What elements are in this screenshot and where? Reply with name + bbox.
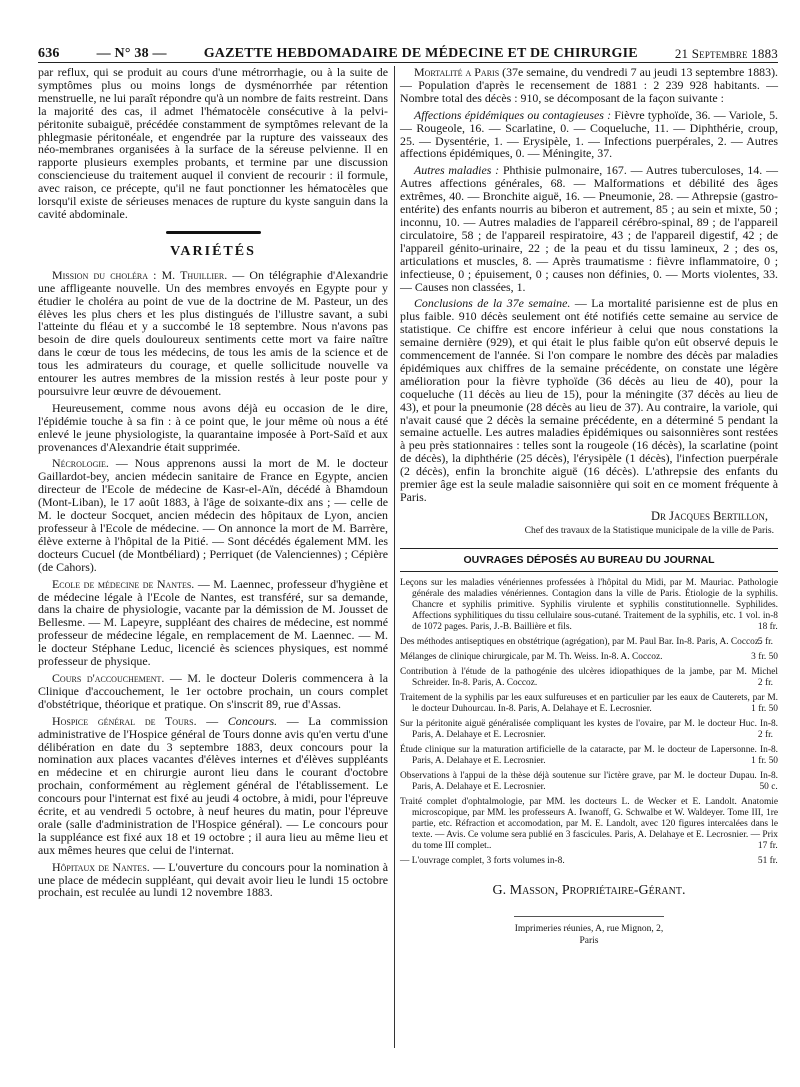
nantes-text: — M. Laennec, professeur d'hygiène et de médecine légale à l'Ecole de Nantes, est transféré, sur sa demande, dans la chaire de physiologie, vacante par la démission de M. Jousset de Bellesme. — M. Lapeyre, suppléant des chaires de médecine, est nommé professeur de médecine légale, en remplacement de M. Laennec. — M. le docteur Stéphane Leduc, licencié ès sciences physiques, est nommé professeur de physique. xyxy=(38,576,388,669)
signature: Dr Jacques Bertillon, xyxy=(650,508,768,523)
conclusions-head: Conclusions de la 37e semaine. xyxy=(414,296,571,311)
book-price: 3 fr. 50 xyxy=(751,651,778,662)
necro-head: Nécrologie. xyxy=(52,456,109,471)
tours-head: Hospice général de Tours. xyxy=(52,713,197,728)
book-price: 1 fr. 50 xyxy=(751,703,778,714)
imprimeries-line: Imprimeries réunies, A, rue Mignon, 2, Paris xyxy=(514,916,664,949)
book-text: Sur la péritonite aiguë généralisée compliquant les kystes de l'ovaire, par M. le docteur Huc. In-8. Paris, A. Delahaye et E. Lecrosnier. xyxy=(400,718,778,740)
issue-date: 21 Septembre 1883 xyxy=(674,46,778,61)
ouvrages-heading: OUVRAGES DÉPOSÉS AU BUREAU DU JOURNAL xyxy=(400,548,778,572)
book-price: 18 fr. xyxy=(757,621,778,632)
mission-paragraph-2: Heureusement, comme nous avons déjà eu occasion de le dire, l'épidémie touche à sa fin : à ce point que, le jour même où nous a été enlevé le jeune physiologiste, la quarantaine imposée à Port-Saïd et aux provenances d'Alexandrie était supprimée. xyxy=(38,400,388,454)
book-entry xyxy=(400,797,778,852)
section-divider xyxy=(166,231,261,234)
book-price: 2 fr. xyxy=(757,677,774,688)
mortalite-paragraph xyxy=(400,66,778,105)
necro-text: — Nous apprenons aussi la mort de M. le docteur Gaillardot-bey, ancien médecin sanitaire de France en Egypte, ancien directeur de l'Ecole de médecine de Kasr-el-Aïn, décédé à Bhamdoun (Mont-Liban), le 17 août 1883, à l'âge de soixante-dix ans ; — celle de M. le docteur Socquet, ancien médecin des hôpitaux de Lyon, ancien professeur à l'Ecole de médecine. — On annonce la mort de M. Barrère, élève externe à l'hôpital de la Pitié. — Sont décédés également MM. les docteurs Cucuel (de Montbéliard) ; Perriquet (de Valenciennes) ; Cépière (de Cahors). xyxy=(38,456,388,574)
book-entry xyxy=(400,719,778,741)
book-price: 5 fr. xyxy=(757,636,774,647)
book-price: 2 fr. xyxy=(757,729,774,740)
book-entry xyxy=(400,637,778,648)
conclusions-text: — La mortalité parisienne est de plus en plus faible. 910 décès seulement ont été notifiés cette semaine au service de statistique. Ce chiffre est encore inférieur à celui que nous constations la semaine dernière (929), et qui était le plus faible qu'on eût observé depuis le commencement de l'année. Si l'on compare le nombre des décès par maladies épidémiques aux chiffres de la semaine précédente, on constate une légère amélioration pour la fièvre typhoïde (36 décès au lieu de 40), pour la coqueluche (11 décès au lieu de 15), pour la méningite (37 décès au lieu de 43), et pour la pneumonie (28 décès au lieu de 37). Au contraire, la variole, qui n'avait causé que 2 décès la semaine précédente, en a déterminé 5 pendant la semaine actuelle. Les autres maladies épidémiques ou saisonnières sont restées à peu près stationnaires : telles sont la rougeole (16 décès), la scarlatine (point de décès), la diphthérie (25 décès), l'érysipèle (1 décès), l'infection puerpérale (2 décès), enfin la bronchite aiguë (16 décès). L'athrepsie des enfants du premier âge est la seule maladie saisonnière qui soit en ce moment fréquente à Paris. xyxy=(400,296,779,504)
book-entry xyxy=(400,667,778,689)
hopitaux-paragraph xyxy=(38,861,388,900)
book-price: 50 c. xyxy=(759,781,778,792)
nantes-head: Ecole de médecine de Nantes. xyxy=(52,576,195,591)
book-entry xyxy=(400,771,778,793)
book-entry xyxy=(400,693,778,715)
book-text: Mélanges de clinique chirurgicale, par M. Th. Weiss. In-8. A. Coccoz. xyxy=(400,651,663,662)
page-header xyxy=(38,40,778,63)
book-text: Des méthodes antiseptiques en obstétrique (agrégation), par M. Paul Bar. In-8. Paris, A. Coccoz. xyxy=(400,636,762,647)
right-column xyxy=(400,66,778,948)
affections-text: Fièvre typhoïde, 36. — Variole, 5. — Rougeole, 16. — Scarlatine, 0. — Coqueluche, 11. — Diphthérie, croup, 25. — Dysentérie, 1. — Erysipèle, 1. — Infections puerpérales, 2. — Autres affections épidémiques, 0. — Méningite, 37. xyxy=(400,107,778,161)
book-price: 51 fr. xyxy=(757,855,778,866)
page-number: 636 xyxy=(38,46,60,61)
gerant-line xyxy=(400,882,778,898)
mission-text: — On télégraphie d'Alexandrie une affligeante nouvelle. Un des membres envoyés en Egypte pour y étudier le choléra au point de vue de la doctrine de M. Pasteur, un des élèves les plus chers et les plus distingués de l'illustre savant, a subi l'atteinte du fléau et y a succombé le 18 septembre. Nous n'avons pas besoin de dire quels douloureux sentiments cette mort va faire naître dans le cœur de tous les médecins, de tous les amis de la science et de tous les admirateurs du courage, et quelle sollicitude nouvelle va entourer les autres membres de la mission restés à leur poste pour y poursuivre leur œuvre de dévouement. xyxy=(38,267,388,398)
book-entry xyxy=(400,578,778,633)
book-price: 17 fr. xyxy=(757,840,778,851)
book-text: — L'ouvrage complet, 3 forts volumes in-8. xyxy=(400,855,565,866)
hopitaux-text: — L'ouverture du concours pour la nomination à une place de médecin suppléant, qui devait avoir lieu le lundi 15 octobre prochain, est reculée au lundi 12 novembre 1883. xyxy=(38,859,388,900)
intro-paragraph: par reflux, qui se produit au cours d'une métrorrhagie, ou à la suite de symptômes plus ou moins longs de dysménorrhée par rétention menstruelle, ne lui paraît répondre qu'à un nombre de faits restreint. Dans la majorité des cas, il admet l'hématocèle consécutive à la pelvi-péritonite subaiguë, précédée constamment de symptômes relevant de la phlegmasie péritonéale, et engendrée par la rupture des vaisseaux des néo-membranes organisées à la surface de la séreuse pelvienne. Il en rapporte plusieurs exemples probants, et termine par une discussion consciencieuse du traitement auquel il convient de recourir : il formule, avec raison, ce précepte, qu'il ne faut ponctionner les hématocèles que lorsqu'il existe de sérieuses menaces de rupture du kyste sanguin dans la cavité abdominale. xyxy=(38,65,388,221)
autres-text: Phthisie pulmonaire, 167. — Autres tuberculoses, 14. — Autres affections générales, 68. — Malformations et débilité des âges extrêmes, 40. — Bronchite aiguë, 16. — Pneumonie, 28. — Athrepsie (gastro-entérite) des enfants nourris au biberon et autrement, 85 ; au sein et mixte, 50 ; inconnu, 10. — Autres maladies de l'appareil cérébro-spinal, 89 ; de l'appareil circulatoire, 58 ; de l'appareil respiratoire, 43 ; de l'appareil digestif, 42 ; de l'appareil génito-urinaire, 22 ; de la peau et du tissu lamineux, 2 ; des os, articulations et muscles, 8. — Après traumatisme : fièvre inflammatoire, 0 ; infectieuse, 0 ; épuisement, 0 ; causes non définies, 0. — Morts violentes, 33. — Causes non classées, 1. xyxy=(400,163,778,294)
necrologie-paragraph xyxy=(38,457,388,573)
book-text: Traité complet d'ophtalmologie, par MM. les docteurs L. de Wecker et E. Landolt. Anatomie microscopique, par MM. les professeurs A. Iwanoff, G. Schwalbe et W. Waldeyer. Tome III, 1re partie, etc. Réfraction et accomodation, par M. E. Landolt, avec 120 figures intercalées dans le texte. — Avis. Ce volume sera publié en 3 fascicules. Paris, A. Delahaye et E. Lecrosnier. — Prix du tome III complet.. xyxy=(400,796,778,851)
book-text: Observations à l'appui de la thèse déjà soutenue sur l'ictère grave, par M. le docteur Dupau. In-8. Paris, A. Delahaye et E. Lecrosnier. xyxy=(400,770,778,792)
book-text: Traitement de la syphilis par les eaux sulfureuses et en particulier par les eaux de Cauterets, par M. le docteur Duhourcau. In-8. Paris, A. Delahaye et E. Lecrosnier. xyxy=(400,692,778,714)
book-text: Étude clinique sur la maturation artificielle de la cataracte, par M. le docteur de Lapersonne. In-8. Paris, A. Delahaye et E. Lecrosnier. xyxy=(400,744,778,766)
cours-head: Cours d'accouchement. xyxy=(52,670,165,685)
book-entry xyxy=(400,856,778,867)
tours-concours: Concours. xyxy=(227,713,278,728)
signature-subtitle: Chef des travaux de la Statistique municipale de la ville de Paris. xyxy=(524,524,774,536)
tours-text: — La commission administrative de l'Hospice général de Tours donne avis qu'en vertu d'une délibération en date du 3 septembre 1883, deux concours pour la nomination aux places vacantes d'élèves internes et d'élèves suppléants en médecine et en chirurgie auront lieu dans le courant d'octobre prochain, conformément au règlement général de l'établissement. Le concours pour l'internat est fixé au jeudi 4 octobre, à midi, pour l'épreuve écrite, et au vendredi 5 octobre, à neuf heures du matin, pour l'épreuve orale (salle d'administration de l'Hospice général). — Le concours pour la suppléance est fixé aux 18 et 19 octobre ; il aura lieu au même lieu et aux mêmes heures que celui de l'internat. xyxy=(38,713,389,857)
cours-paragraph xyxy=(38,672,388,711)
left-column xyxy=(38,66,388,903)
book-price: 1 fr. 50 xyxy=(751,755,778,766)
tours-paragraph: Hospice général de Tours. — Concours. — La commission administrative de l'Hospice général de Tours donne avis qu'en vertu d'une délibération en date du 3 septembre 1883, deux concours pour la nomination aux places vacantes d'élèves internes et d'élèves suppléants en médecine et en chirurgie auront lieu dans le courant d'octobre prochain, conformément au règlement général de l'établissement. Le concours pour l'internat est fixé au jeudi 4 octobre, à midi, pour l'épreuve écrite, et au vendredi 5 octobre, à neuf heures du matin, pour l'épreuve orale (salle d'administration de l'Hospice général). — Le concours pour la suppléance est fixé aux 18 et 19 octobre ; il aura lieu au même lieu et aux mêmes heures que celui de l'internat. xyxy=(38,713,389,857)
books-list xyxy=(400,578,778,867)
mission-head: Mission du choléra : M. Thuillier. xyxy=(52,267,228,282)
autres-paragraph xyxy=(400,164,778,293)
book-text: Contribution à l'étude de la pathogénie des ulcères idiopathiques de la jambe, par M. Michel Schreider. In-8. Paris, A. Coccoz. xyxy=(400,666,778,688)
affections-head: Affections épidémiques ou contagieuses : xyxy=(414,107,612,122)
issue-number: — N° 38 — xyxy=(96,46,167,61)
cours-text: — M. le docteur Doleris commencera à la Clinique d'accouchement, le 1er octobre prochain, un cours complet d'obstétrique, théorique et pratique. On s'inscrit 89, rue d'Assas. xyxy=(38,670,388,711)
conclusions-paragraph xyxy=(400,297,778,504)
mission-paragraph xyxy=(38,269,388,398)
mortalite-text: (37e semaine, du vendredi 7 au jeudi 13 septembre 1883). — Population d'après le recensement de 1881 : 2 239 928 habitants. — Nombre total des décès : 910, se décomposant de la façon suivante : xyxy=(400,65,778,105)
affections-paragraph xyxy=(400,109,778,161)
book-entry xyxy=(400,652,778,663)
journal-title: GAZETTE HEBDOMADAIRE DE MÉDECINE ET DE CHIRURGIE xyxy=(203,46,638,61)
hopitaux-head: Hôpitaux de Nantes. xyxy=(52,859,150,874)
autres-head: Autres maladies : xyxy=(414,163,500,178)
mortalite-head: Mortalité a Paris xyxy=(414,65,500,79)
column-divider xyxy=(394,66,395,1048)
book-text: Leçons sur les maladies vénériennes professées à l'hôpital du Midi, par M. Mauriac. Pathologie générale des maladies vénériennes. Contagion dans la ville de Paris. Étiologie de la syphilis. Chancre et syphilis primitive. Syphilis virulente et syphilis constitutionnelle. Syphilides. Affections syphilitiques du tissu cellulaire sous-cutané. Traitement de la syphilis, etc. 1 vol. in-8 de 1072 pages. Paris, J.-B. Baillière et fils. xyxy=(400,577,778,632)
gerant-text: G. Masson, Propriétaire-Gérant. xyxy=(492,882,686,898)
book-entry xyxy=(400,745,778,767)
nantes-paragraph xyxy=(38,578,388,668)
varietes-heading: VARIÉTÉS xyxy=(170,243,256,259)
